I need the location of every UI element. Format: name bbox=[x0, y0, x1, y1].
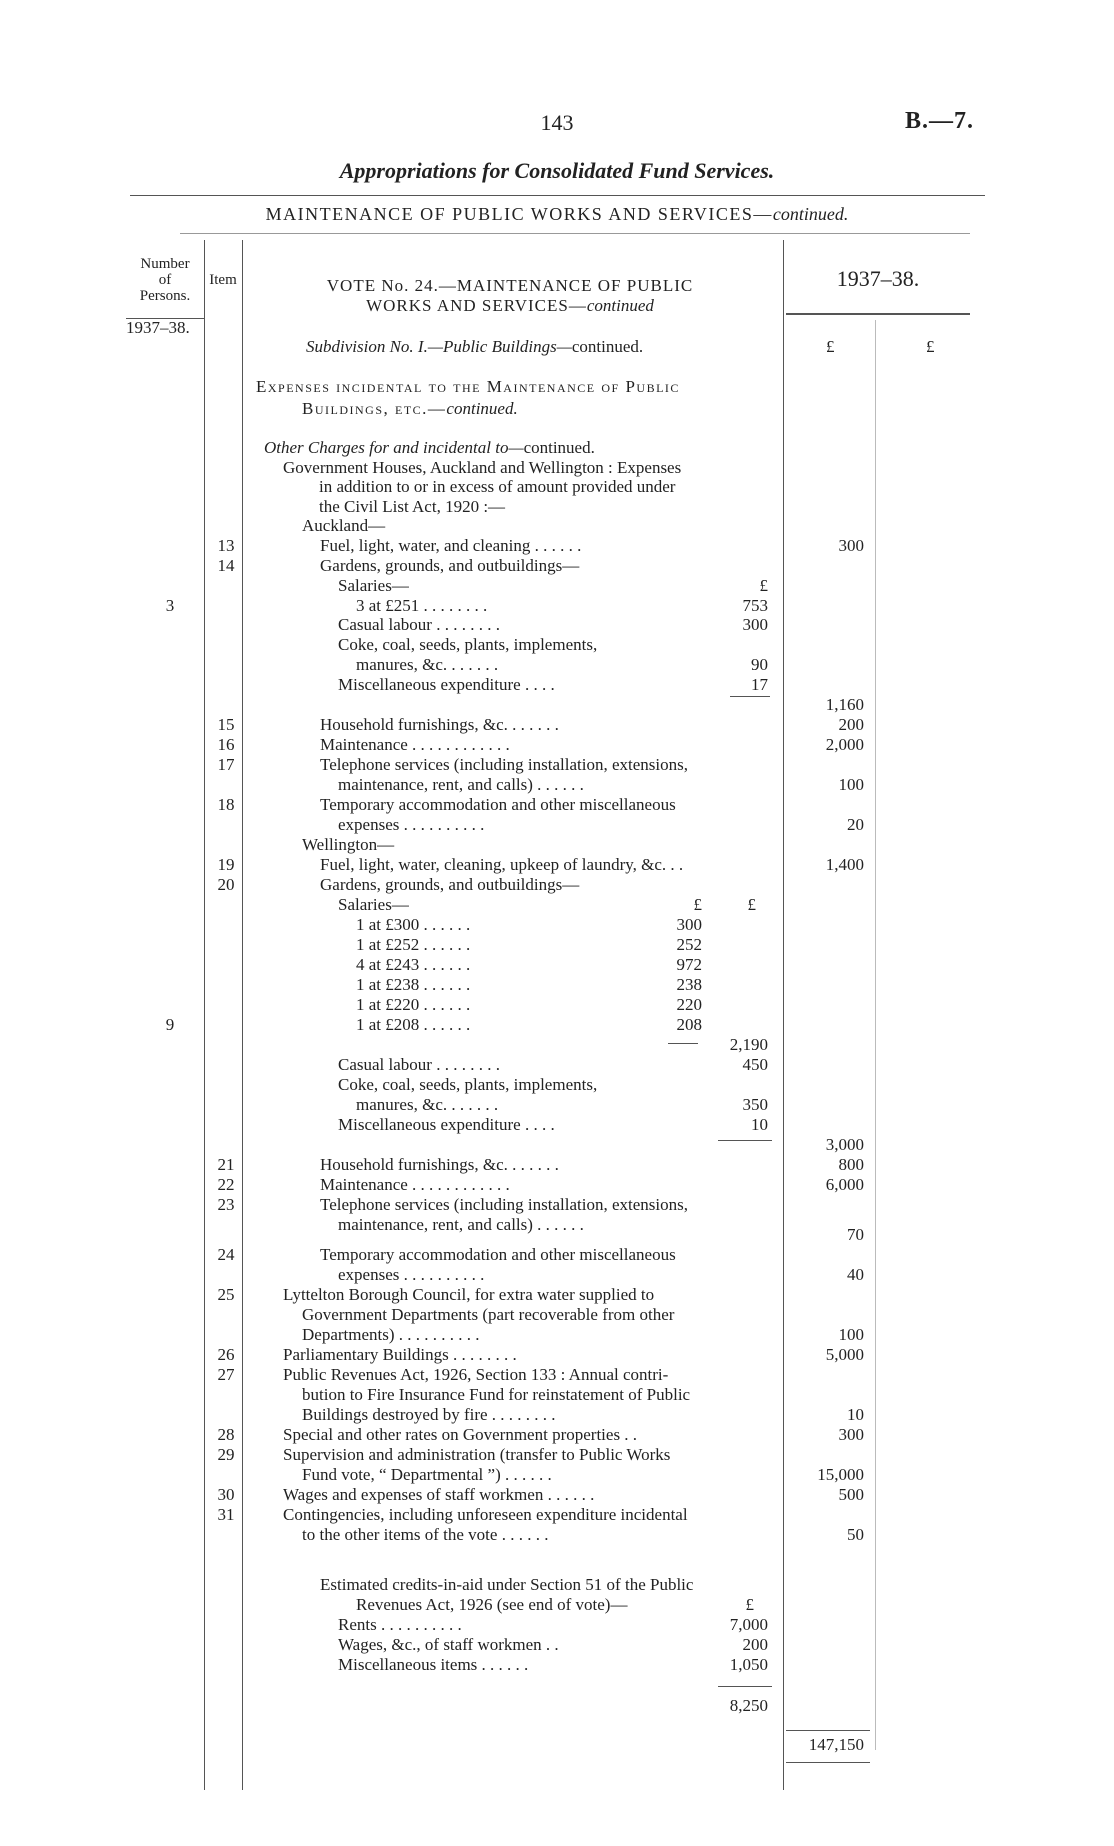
vote-line2 bbox=[240, 296, 780, 316]
item-23-line2: maintenance, rent, and calls) . . . . . . bbox=[338, 1215, 584, 1234]
item-number-18: 18 bbox=[217, 795, 235, 814]
persons-column-header bbox=[128, 256, 202, 304]
auckland-misc-amount: 17 bbox=[751, 675, 768, 694]
govt-houses-line2: in addition to or in excess of amount provided under bbox=[319, 477, 676, 496]
page-subtitle bbox=[0, 204, 1114, 225]
item-26-text: Parliamentary Buildings . . . . . . . . bbox=[283, 1345, 517, 1364]
item-number-16: 16 bbox=[217, 735, 235, 754]
item-29-line2: Fund vote, “ Departmental ”) . . . . . . bbox=[302, 1465, 552, 1484]
item-31-line2: to the other items of the vote . . . . . . bbox=[302, 1525, 549, 1544]
persons-head-line3: Persons. bbox=[139, 288, 191, 304]
auckland-coke-line1: Coke, coal, seeds, plants, implements, bbox=[338, 635, 598, 654]
wellington-casual-text: Casual labour . . . . . . . . bbox=[338, 1055, 500, 1074]
item-28-amount: 300 bbox=[838, 1425, 864, 1444]
wellington-coke-line1: Coke, coal, seeds, plants, implements, bbox=[338, 1075, 598, 1094]
wellington-heading: Wellington— bbox=[302, 835, 395, 854]
item-15-text: Household furnishings, &c. . . . . . . bbox=[320, 715, 559, 734]
item-27-amount: 10 bbox=[847, 1405, 864, 1424]
credits-rents-amount: 7,000 bbox=[729, 1615, 768, 1634]
wellington-salary-amount: 252 bbox=[676, 935, 702, 954]
item-number-26: 26 bbox=[217, 1345, 235, 1364]
item-29-amount: 15,000 bbox=[817, 1465, 864, 1484]
item-25-line2: Government Departments (part recoverable from other bbox=[302, 1305, 675, 1324]
item-23-line1: Telephone services (including installation, extensions, bbox=[320, 1195, 688, 1214]
item-19-text: Fuel, light, water, cleaning, upkeep of laundry, &c. . . bbox=[320, 855, 684, 874]
header-rule-top bbox=[180, 233, 970, 234]
item-20-text: Gardens, grounds, and outbuildings— bbox=[320, 875, 580, 894]
wellington-salary-rule bbox=[668, 1043, 698, 1044]
wellington-salary-amount: 300 bbox=[676, 915, 702, 934]
page-number: 143 bbox=[540, 110, 574, 135]
item-17-amount: 100 bbox=[838, 775, 864, 794]
auckland-salary-amount: 753 bbox=[742, 596, 768, 615]
credits-total-rule bbox=[718, 1686, 772, 1687]
item-21-text: Household furnishings, &c. . . . . . . bbox=[320, 1155, 559, 1174]
govt-houses-line3: the Civil List Act, 1920 :— bbox=[319, 497, 506, 516]
item-19-amount: 1,400 bbox=[825, 855, 864, 874]
item-number-25: 25 bbox=[217, 1285, 235, 1304]
wellington-misc-text: Miscellaneous expenditure . . . . bbox=[338, 1115, 555, 1134]
wellington-salary-line: 4 at £243 . . . . . . bbox=[356, 955, 471, 974]
item-23-amount: 70 bbox=[847, 1225, 864, 1244]
item-27-line2: bution to Fire Insurance Fund for reinstatement of Public bbox=[302, 1385, 691, 1404]
item-15-amount: 200 bbox=[838, 715, 864, 734]
item-17-line2: maintenance, rent, and calls) . . . . . . bbox=[338, 775, 584, 794]
other-charges-cont: continued. bbox=[523, 438, 595, 457]
item-number-17: 17 bbox=[217, 755, 235, 774]
top-rule bbox=[130, 195, 985, 196]
wellington-salary-total: 2,190 bbox=[729, 1035, 768, 1054]
auckland-coke-line2: manures, &c. . . . . . . bbox=[356, 655, 499, 674]
pound-symbol-col1: £ bbox=[826, 337, 835, 356]
item-number-14: 14 bbox=[217, 556, 235, 575]
persons-head-line2: of bbox=[158, 272, 172, 288]
item-number-21: 21 bbox=[217, 1155, 235, 1174]
item-22-amount: 6,000 bbox=[825, 1175, 864, 1194]
item-24-line1: Temporary accommodation and other miscellaneous bbox=[320, 1245, 676, 1264]
vote-line2-text: WORKS AND SERVICES— bbox=[366, 296, 587, 315]
item-28-text: Special and other rates on Government properties . . bbox=[283, 1425, 638, 1444]
wellington-salary-line: 1 at £300 . . . . . . bbox=[356, 915, 471, 934]
item-number-31: 31 bbox=[217, 1505, 235, 1524]
item-number-24: 24 bbox=[217, 1245, 235, 1264]
wellington-salary-line: 1 at £238 . . . . . . bbox=[356, 975, 471, 994]
item-29-line1: Supervision and administration (transfer to Public Works bbox=[283, 1445, 671, 1464]
credits-misc-amount: 1,050 bbox=[729, 1655, 768, 1674]
wellington-coke-line2: manures, &c. . . . . . . bbox=[356, 1095, 499, 1114]
page-title: Appropriations for Consolidated Fund Services. bbox=[339, 158, 775, 183]
item-18-amount: 20 bbox=[847, 815, 864, 834]
auckland-heading: Auckland— bbox=[302, 516, 386, 535]
auckland-subtotal-rule bbox=[730, 696, 770, 697]
item-number-30: 30 bbox=[217, 1485, 235, 1504]
expenses-heading-line1: Expenses incidental to the Maintenance of Public bbox=[256, 377, 680, 396]
item-number-29: 29 bbox=[217, 1445, 235, 1464]
item-number-22: 22 bbox=[217, 1175, 235, 1194]
item-16-amount: 2,000 bbox=[825, 735, 864, 754]
item-27-line1: Public Revenues Act, 1926, Section 133 : Annual contri- bbox=[283, 1365, 669, 1384]
credits-rents-text: Rents . . . . . . . . . . bbox=[338, 1615, 462, 1634]
wellington-subtotal-rule bbox=[718, 1140, 772, 1141]
grand-total-rule-bottom bbox=[786, 1762, 870, 1763]
wellington-misc-amount: 10 bbox=[751, 1115, 768, 1134]
item-21-amount: 800 bbox=[838, 1155, 864, 1174]
auckland-persons: 3 bbox=[165, 596, 175, 615]
credits-wages-amount: 200 bbox=[742, 1635, 768, 1654]
item-26-amount: 5,000 bbox=[825, 1345, 864, 1364]
persons-head-line1: Number bbox=[140, 256, 190, 272]
wellington-salary-amount: 972 bbox=[676, 955, 702, 974]
item-31-line1: Contingencies, including unforeseen expenditure incidental bbox=[283, 1505, 688, 1524]
item-18-line2: expenses . . . . . . . . . . bbox=[338, 815, 485, 834]
wellington-persons: 9 bbox=[165, 1015, 175, 1034]
wellington-salary-line: 1 at £220 . . . . . . bbox=[356, 995, 471, 1014]
credits-pound: £ bbox=[745, 1595, 754, 1614]
expenses-line2-text: Buildings, etc.— bbox=[302, 399, 447, 418]
wellington-casual-amount: 450 bbox=[742, 1055, 768, 1074]
wellington-pound-b: £ bbox=[747, 895, 756, 914]
item-25-amount: 100 bbox=[838, 1325, 864, 1344]
item-20-total: 3,000 bbox=[825, 1135, 864, 1154]
item-16-text: Maintenance . . . . . . . . . . . . bbox=[320, 735, 510, 754]
wellington-salary-amount: 220 bbox=[676, 995, 702, 1014]
credits-heading-line1: Estimated credits-in-aid under Section 51 of the Public bbox=[320, 1575, 694, 1594]
col-line-amount bbox=[875, 320, 876, 1750]
vote-heading bbox=[240, 276, 780, 316]
wellington-salary-line: 1 at £252 . . . . . . bbox=[356, 935, 471, 954]
grand-total-rule-top bbox=[786, 1730, 870, 1731]
subdivision-cont: continued. bbox=[571, 337, 644, 356]
item-24-line2: expenses . . . . . . . . . . bbox=[338, 1265, 485, 1284]
pound-symbol-col2: £ bbox=[926, 337, 935, 356]
credits-total: 8,250 bbox=[729, 1696, 768, 1715]
wellington-salary-line: 1 at £208 . . . . . . bbox=[356, 1015, 471, 1034]
wellington-salary-amount: 238 bbox=[676, 975, 702, 994]
expenses-heading-line2 bbox=[302, 399, 518, 418]
subdivision-heading bbox=[306, 337, 643, 356]
item-25-line3: Departments) . . . . . . . . . . bbox=[302, 1325, 480, 1344]
credits-wages-text: Wages, &c., of staff workmen . . bbox=[338, 1635, 559, 1654]
item-number-23: 23 bbox=[217, 1195, 235, 1214]
auckland-salaries-pound: £ bbox=[759, 576, 768, 595]
item-column-header: Item bbox=[209, 272, 237, 288]
expenses-line2-cont: continued. bbox=[446, 399, 518, 418]
item-22-text: Maintenance . . . . . . . . . . . . bbox=[320, 1175, 510, 1194]
item-13-amount: 300 bbox=[838, 536, 864, 555]
wellington-salaries-label: Salaries— bbox=[338, 895, 409, 914]
item-number-19: 19 bbox=[217, 855, 235, 874]
auckland-salaries-label: Salaries— bbox=[338, 576, 409, 595]
item-30-text: Wages and expenses of staff workmen . . . . . . bbox=[283, 1485, 595, 1504]
col-line-text bbox=[783, 240, 784, 1790]
subtitle-continued: continued. bbox=[772, 204, 849, 224]
other-charges-heading bbox=[264, 438, 595, 457]
year-column-header: 1937–38. bbox=[836, 266, 920, 291]
item-14-total: 1,160 bbox=[825, 695, 864, 714]
auckland-salary-line: 3 at £251 . . . . . . . . bbox=[356, 596, 488, 615]
wellington-pound-a: £ bbox=[693, 895, 702, 914]
auckland-coke-amount: 90 bbox=[751, 655, 768, 674]
govt-houses-line1: Government Houses, Auckland and Wellington : Expenses bbox=[283, 458, 682, 477]
vote-line2-cont: continued bbox=[586, 296, 654, 315]
auckland-misc-text: Miscellaneous expenditure . . . . bbox=[338, 675, 555, 694]
item-13-text: Fuel, light, water, and cleaning . . . . . . bbox=[320, 536, 582, 555]
vote-line1: VOTE No. 24.—MAINTENANCE OF PUBLIC bbox=[326, 276, 694, 295]
header-rule-amounts bbox=[786, 313, 970, 315]
subdivision-text: Subdivision No. I.—Public Buildings— bbox=[306, 337, 572, 356]
other-charges-text: Other Charges for and incidental to— bbox=[264, 438, 524, 457]
item-number-15: 15 bbox=[217, 715, 235, 734]
item-17-line1: Telephone services (including installation, extensions, bbox=[320, 755, 688, 774]
wellington-coke-amount: 350 bbox=[742, 1095, 768, 1114]
auckland-casual-text: Casual labour . . . . . . . . bbox=[338, 615, 500, 634]
item-number-13: 13 bbox=[217, 536, 235, 555]
item-30-amount: 500 bbox=[838, 1485, 864, 1504]
item-14-text: Gardens, grounds, and outbuildings— bbox=[320, 556, 580, 575]
auckland-casual-amount: 300 bbox=[742, 615, 768, 634]
item-number-27: 27 bbox=[217, 1365, 235, 1384]
item-18-line1: Temporary accommodation and other miscellaneous bbox=[320, 795, 676, 814]
item-24-amount: 40 bbox=[847, 1265, 864, 1284]
item-number-20: 20 bbox=[217, 875, 235, 894]
item-27-line3: Buildings destroyed by fire . . . . . . . . bbox=[302, 1405, 556, 1424]
wellington-salary-amount: 208 bbox=[676, 1015, 702, 1034]
col-line-item bbox=[242, 240, 243, 1790]
document-code: B.—7. bbox=[904, 108, 974, 134]
credits-misc-text: Miscellaneous items . . . . . . bbox=[338, 1655, 529, 1674]
item-31-amount: 50 bbox=[847, 1525, 864, 1544]
subtitle-main: MAINTENANCE OF PUBLIC WORKS AND SERVICES— bbox=[265, 204, 773, 224]
credits-heading-line2: Revenues Act, 1926 (see end of vote)— bbox=[356, 1595, 628, 1614]
item-25-line1: Lyttelton Borough Council, for extra water supplied to bbox=[283, 1285, 655, 1304]
col-line-persons bbox=[204, 240, 205, 1790]
item-number-28: 28 bbox=[217, 1425, 235, 1444]
grand-total: 147,150 bbox=[808, 1735, 864, 1754]
persons-year-header: 1937–38. bbox=[126, 318, 190, 337]
